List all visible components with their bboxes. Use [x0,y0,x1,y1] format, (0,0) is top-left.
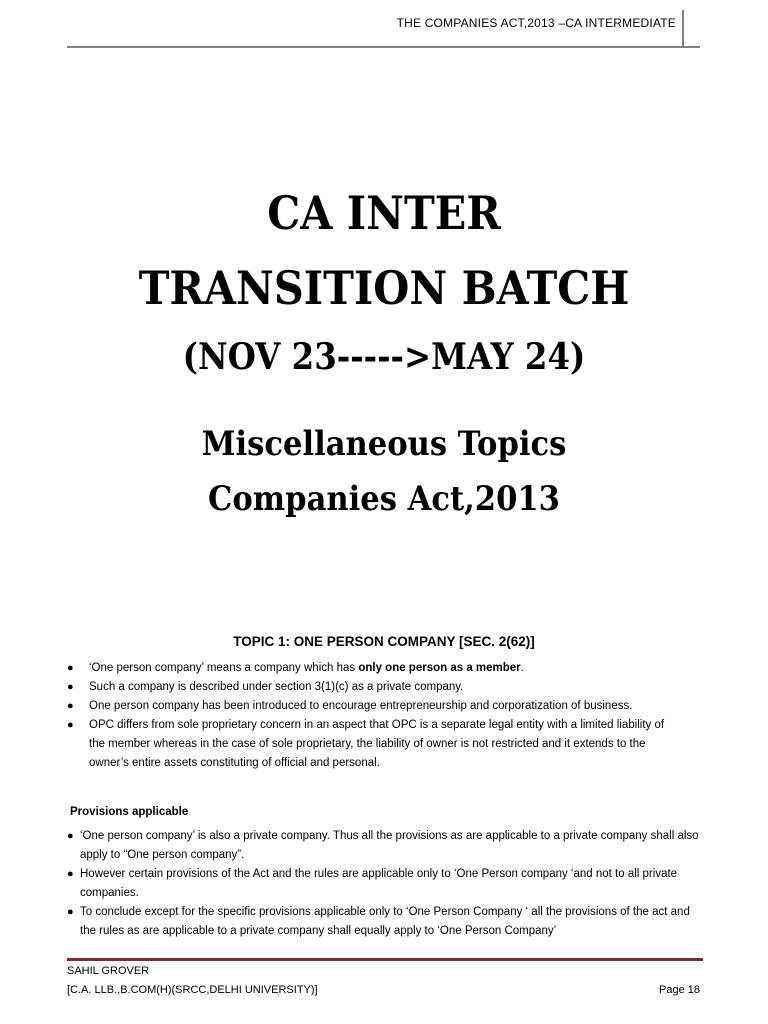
bullet-icon: ● [67,868,74,880]
bullet-icon: ● [67,681,74,693]
list-item [67,697,677,716]
topic-heading: TOPIC 1: ONE PERSON COMPANY [SEC. 2(62)] [233,634,535,649]
bullet-icon: ● [67,719,74,731]
list-item [67,716,677,773]
footer-rule [67,958,703,961]
bullet-icon: ● [67,906,74,918]
bullet-icon: ● [67,700,74,712]
cover-title-line-2: TRANSITION BATCH [138,261,630,315]
bullet-icon: ● [67,662,74,674]
cover-subtitle-line-2: Companies Act,2013 [208,479,560,519]
point-text: OPC differs from sole proprietary concern in an aspect that OPC is a separate legal entity with a limited liability of the member whereas in the case of sole proprietary, the liability of owner is not restricted and it extends to the owner’s entire assets constituting of official and personal. [89,719,665,769]
provisions-list [67,827,699,941]
header-rule [67,46,700,48]
header-vertical-bar [682,10,684,48]
provisions-heading: Provisions applicable [70,806,189,818]
bullet-icon: ● [67,830,74,842]
point-text-end: . [520,662,524,674]
cover-title-line-1: CA INTER [267,186,501,240]
running-header: THE COMPANIES ACT,2013 –CA INTERMEDIATE [396,16,676,30]
point-text: Such a company is described under section 3(1)(c) as a private company. [89,681,464,693]
list-item [67,659,677,678]
cover-subtitle-line-1: Miscellaneous Topics [201,424,567,464]
list-item [67,827,699,865]
point-text: One person company has been introduced to encourage entrepreneurship and corporatization of business. [89,700,633,712]
list-item [67,678,677,697]
page-number: Page 18 [659,984,700,996]
footer-author: SAHIL GROVER [67,965,150,977]
list-item [67,865,699,903]
topic-points [67,659,677,773]
provision-text: ‘One person company’ is also a private company. Thus all the provisions as are applicable to a private company shall also apply to “One person company”. [80,830,699,861]
footer-credentials: [C.A. LLB.,B.COM(H)(SRCC,DELHI UNIVERSITY)] [67,984,318,996]
provision-text: To conclude except for the specific provisions applicable only to ‘One Person Company ‘ all the provisions of the act and the rules as are applicable to a private company shall equally apply to ‘One Person Company’ [80,906,690,937]
provision-text: However certain provisions of the Act and the rules are applicable only to ‘One Person company ‘and not to all private companies. [80,868,678,899]
point-text: ‘One person company’ means a company which has [89,662,359,674]
cover-batch-dates: (NOV 23----->MAY 24) [182,336,586,378]
list-item [67,903,699,941]
point-emphasis: only one person as a member [358,662,521,674]
